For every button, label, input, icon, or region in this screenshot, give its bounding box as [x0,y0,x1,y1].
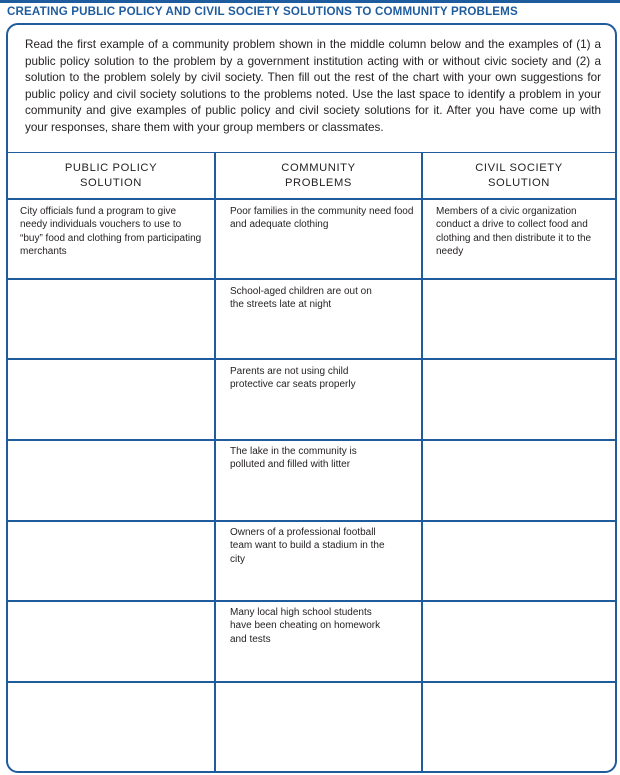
column-divider-1 [214,153,216,772]
instructions-text: Read the first example of a community problem shown in the middle column below and the examples of (1) a public policy solution to the problem by a government institution acting with or without civic society and (2) a solution to the problem solely by civil society. Then fill out the rest of the chart with your own suggestions for public policy and civil society solutions to the problems noted. Use the last space to identify a problem in your community and give examples of public policy and civil society solutions for it. After you have come up with your responses, share them with your group members or classmates. [25,38,601,134]
row-divider-4 [8,520,615,522]
header-divider [8,198,615,200]
row-7-civil-society[interactable] [436,687,606,767]
row-4-problem: The lake in the community is polluted and filled with litter [230,446,357,471]
header-civil-society-line-1: CIVIL SOCIETY [475,161,563,174]
row-divider-2 [8,358,615,360]
column-divider-2 [421,153,423,772]
row-3-problem: Parents are not using child protective car seats properly [230,366,356,391]
row-4-civil-society[interactable] [436,445,606,515]
page-heading: CREATING PUBLIC POLICY AND CIVIL SOCIETY SOLUTIONS TO COMMUNITY PROBLEMS [7,5,518,18]
header-community-problems-line-2: PROBLEMS [285,176,352,189]
row-6-public-policy[interactable] [20,606,205,676]
row-7-public-policy[interactable] [20,687,205,767]
row-5-public-policy[interactable] [20,526,205,596]
row-2-problem: School-aged children are out on the streets late at night [230,286,372,311]
header-public-policy-line-1: PUBLIC POLICY [64,161,158,174]
row-6-civil-society[interactable] [436,606,606,676]
row-divider-3 [8,439,615,441]
header-civil-society [423,153,615,198]
row-4-public-policy[interactable] [20,445,205,515]
row-divider-1 [8,278,615,280]
header-public-policy [8,153,214,198]
header-civil-society-line-2: SOLUTION [488,176,550,189]
solutions-table [8,152,615,772]
row-3-civil-society[interactable] [436,365,606,435]
row-2-civil-society[interactable] [436,285,606,355]
row-5-problem: Owners of a professional football team want to build a stadium in the city [230,527,385,565]
row-6-problem: Many local high school students have been cheating on homework and tests [230,607,381,645]
worksheet-panel [6,23,617,773]
row-1-problem: Poor families in the community need food and adequate clothing [230,206,414,231]
header-public-policy-line-2: SOLUTION [79,176,142,189]
row-1-public-policy: City officials fund a program to give needy individuals vouchers to use to “buy” food and clothing from participating merchants [20,206,202,258]
row-5-civil-society[interactable] [436,526,606,596]
row-divider-6 [8,681,615,683]
header-community-problems-line-1: COMMUNITY [281,161,356,174]
top-rule [0,0,620,3]
row-1-civil-society: Members of a civic organization conduct a drive to collect food and clothing and then distribute it to the needy [436,206,592,258]
header-community-problems [216,153,421,198]
row-3-public-policy[interactable] [20,365,205,435]
row-7-problem[interactable] [230,687,416,767]
row-2-public-policy[interactable] [20,285,205,355]
row-divider-5 [8,600,615,602]
